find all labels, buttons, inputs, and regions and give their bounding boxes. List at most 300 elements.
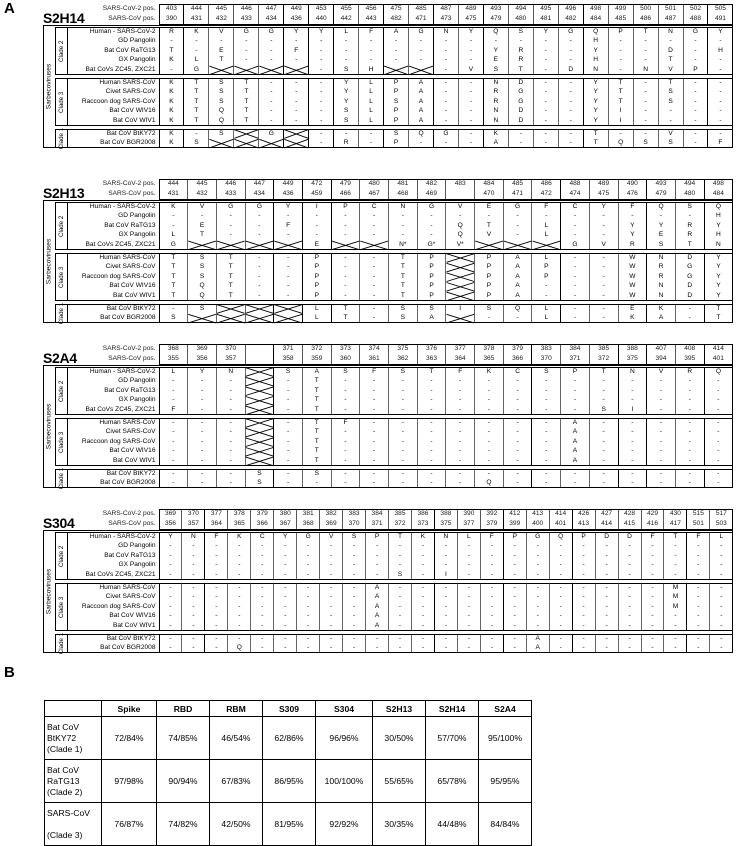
residue-cell: -	[664, 634, 687, 644]
position-cell: 481	[533, 15, 558, 25]
summary-value-cell: 81/95%	[263, 803, 316, 846]
position-cell: 445	[188, 180, 217, 190]
residue-cell: D	[658, 46, 683, 56]
residue-cell: -	[205, 644, 228, 654]
residue-cell: P	[608, 27, 633, 37]
residue-cell: -	[458, 139, 483, 149]
residue-cell: L	[532, 221, 561, 231]
residue-cell: -	[641, 551, 664, 561]
position-cell: 472	[302, 180, 331, 190]
position-cell: 459	[302, 190, 331, 200]
residue-cell: -	[458, 107, 483, 117]
residue-cell: -	[633, 46, 658, 56]
residue-cell: -	[633, 78, 658, 88]
taxon-label: GX Pangolin	[118, 231, 156, 239]
residue-cell: -	[331, 479, 360, 489]
residue-cell: -	[360, 447, 389, 457]
residue-cell: Y	[159, 532, 182, 542]
residue-cell: -	[384, 37, 409, 47]
residue-cell: P	[475, 272, 504, 282]
residue-cell: Q	[503, 304, 532, 314]
residue-cell: -	[608, 56, 633, 66]
residue-cell: -	[302, 479, 331, 489]
residue-cell: Q	[647, 202, 676, 212]
residue-cell: V	[475, 231, 504, 241]
residue-cell: -	[683, 78, 708, 88]
residue-cell: -	[561, 479, 590, 489]
residue-cell: S	[633, 139, 658, 149]
residue-cell: -	[503, 406, 532, 416]
position-cell: 486	[633, 15, 658, 25]
residue-cell: -	[647, 418, 676, 428]
residue-cell: -	[234, 56, 259, 66]
residue-cell: -	[360, 221, 389, 231]
residue-cell: S	[334, 66, 359, 76]
residue-cell: -	[641, 583, 664, 593]
summary-row	[45, 717, 532, 760]
residue-cell: N	[583, 66, 608, 76]
position-cell: 431	[184, 15, 209, 25]
residue-cell: S	[389, 304, 418, 314]
position-cell: 453	[309, 5, 334, 15]
residue-cell: T	[234, 88, 259, 98]
residue-cell: T	[389, 532, 412, 542]
residue-cell: -	[641, 593, 664, 603]
residue-cell: -	[159, 221, 188, 231]
position-cell: 388	[434, 510, 457, 520]
position-cell: 482	[558, 15, 583, 25]
position-cell: 434	[245, 190, 274, 200]
summary-value-cell: 62/86%	[263, 717, 316, 760]
sarbecovirus-box	[43, 25, 733, 148]
residue-cell: -	[595, 634, 618, 644]
position-cell	[245, 345, 274, 355]
residue-cell: -	[259, 56, 284, 66]
residue-cell: -	[533, 56, 558, 66]
residue-cell: Y	[583, 107, 608, 117]
residue-cell: K	[159, 139, 184, 149]
residue-cell: -	[331, 282, 360, 292]
residue-cell: -	[561, 406, 590, 416]
residue-cell: -	[331, 377, 360, 387]
residue-cell: S	[483, 66, 508, 76]
summary-value-cell: 42/50%	[210, 803, 263, 846]
position-cell: 370	[182, 510, 205, 520]
taxon-label: GD Pangolin	[118, 542, 156, 550]
position-cell: 383	[343, 510, 366, 520]
residue-cell: -	[533, 66, 558, 76]
residue-cell: T	[583, 129, 608, 139]
residue-cell: -	[561, 212, 590, 222]
residue-cell: -	[683, 139, 708, 149]
residue-cell: Y	[583, 78, 608, 88]
residue-cell: -	[411, 634, 434, 644]
residue-cell: -	[274, 386, 303, 396]
position-cell	[446, 190, 475, 200]
residue-cell: -	[457, 644, 480, 654]
residue-cell: -	[360, 212, 389, 222]
residue-cell: -	[259, 97, 284, 107]
residue-cell: Y	[583, 117, 608, 127]
residue-cell: -	[360, 428, 389, 438]
residue-cell: -	[457, 593, 480, 603]
residue-cell: -	[641, 634, 664, 644]
residue-cell: L	[359, 78, 384, 88]
residue-cell: D	[675, 292, 704, 302]
residue-cell: -	[641, 612, 664, 622]
residue-cell: V	[589, 241, 618, 251]
residue-cell: -	[589, 231, 618, 241]
residue-cell: A	[503, 253, 532, 263]
residue-cell: T	[608, 97, 633, 107]
residue-cell: -	[633, 37, 658, 47]
residue-cell: H	[708, 46, 733, 56]
residue-cell: T	[664, 532, 687, 542]
clade-label: Clade 1	[58, 128, 65, 150]
residue-cell: -	[710, 583, 733, 593]
residue-cell: -	[647, 479, 676, 489]
residue-cell: -	[458, 97, 483, 107]
residue-cell: A	[384, 27, 409, 37]
residue-cell: -	[366, 571, 389, 581]
residue-cell: T	[159, 46, 184, 56]
residue-cell: -	[446, 396, 475, 406]
residue-cell: S	[209, 88, 234, 98]
position-cell: 494	[675, 180, 704, 190]
position-cell: 371	[274, 345, 303, 355]
residue-cell: -	[561, 231, 590, 241]
residue-cell: R	[647, 272, 676, 282]
residue-cell: T	[608, 88, 633, 98]
taxon-label: GD Pangolin	[118, 212, 156, 220]
residue-cell: -	[675, 428, 704, 438]
residue-cell: S	[658, 88, 683, 98]
residue-cell: -	[533, 117, 558, 127]
residue-cell: -	[589, 428, 618, 438]
residue-cell: -	[683, 88, 708, 98]
residue-cell: S	[245, 479, 274, 489]
taxon-label: Bat CoV WIV1	[112, 457, 156, 465]
residue-cell: -	[309, 107, 334, 117]
residue-cell: -	[618, 457, 647, 467]
position-cell: 364	[446, 355, 475, 365]
residue-cell: -	[343, 593, 366, 603]
summary-value-cell: 97/98%	[102, 760, 157, 803]
position-cell: 376	[417, 345, 446, 355]
residue-cell: -	[389, 212, 418, 222]
panel-a-letter: A	[4, 0, 15, 17]
residue-cell: V	[446, 202, 475, 212]
residue-cell: -	[245, 212, 274, 222]
residue-cell: -	[159, 602, 182, 612]
residue-cell: -	[532, 212, 561, 222]
residue-cell: T	[209, 56, 234, 66]
residue-cell: N*	[389, 241, 418, 251]
position-cell: 369	[320, 520, 343, 530]
summary-value-cell: 46/54%	[210, 717, 263, 760]
summary-column-header: S304	[316, 701, 373, 717]
position-cell: 494	[508, 5, 533, 15]
residue-cell: -	[658, 117, 683, 127]
position-cell: 414	[595, 520, 618, 530]
position-cell: 467	[360, 190, 389, 200]
residue-cell: -	[618, 551, 641, 561]
residue-cell: -	[532, 282, 561, 292]
summary-value-cell: 67/83%	[210, 760, 263, 803]
position-cell: 449	[284, 5, 309, 15]
residue-cell: -	[331, 212, 360, 222]
residue-cell: -	[389, 457, 418, 467]
residue-cell: P	[331, 202, 360, 212]
residue-cell: -	[216, 479, 245, 489]
residue-cell: -	[284, 97, 309, 107]
residue-cell: Y	[334, 97, 359, 107]
residue-cell: -	[503, 571, 526, 581]
residue-cell: -	[409, 56, 434, 66]
summary-value-cell: 86/95%	[263, 760, 316, 803]
residue-cell: -	[159, 593, 182, 603]
residue-cell: -	[446, 479, 475, 489]
residue-cell: Y	[583, 97, 608, 107]
residue-cell: E	[302, 241, 331, 251]
position-cell: 486	[532, 180, 561, 190]
residue-cell: -	[309, 46, 334, 56]
residue-cell: -	[704, 386, 733, 396]
residue-cell: -	[234, 46, 259, 56]
residue-cell: -	[458, 78, 483, 88]
residue-cell: -	[558, 97, 583, 107]
residue-cell: -	[589, 418, 618, 428]
residue-cell: -	[675, 457, 704, 467]
residue-cell: -	[320, 644, 343, 654]
position-cell: 489	[589, 180, 618, 190]
residue-cell: P	[475, 282, 504, 292]
block-title-s2h13: S2H13	[43, 185, 85, 201]
position-cell: 375	[618, 355, 647, 365]
position-cell: 375	[389, 345, 418, 355]
residue-cell: -	[595, 571, 618, 581]
residue-cell: V*	[446, 241, 475, 251]
residue-cell: -	[446, 377, 475, 387]
residue-cell: -	[633, 88, 658, 98]
residue-cell: -	[561, 263, 590, 273]
residue-cell: P	[302, 282, 331, 292]
summary-value-cell: 100/100%	[316, 760, 373, 803]
position-cell: 416	[641, 520, 664, 530]
taxon-label: Bat CoV WIV1	[112, 622, 156, 630]
position-cell: 362	[389, 355, 418, 365]
residue-cell: S	[389, 367, 418, 377]
residue-cell: -	[297, 634, 320, 644]
residue-cell: T	[302, 386, 331, 396]
residue-cell: -	[216, 231, 245, 241]
taxon-label: Bat CoV RaTG13	[104, 386, 156, 394]
summary-value-cell: 84/84%	[479, 803, 532, 846]
summary-column-header: Spike	[102, 701, 157, 717]
residue-cell: -	[595, 602, 618, 612]
residue-cell: -	[503, 437, 532, 447]
residue-cell: I	[608, 117, 633, 127]
residue-cell: -	[309, 129, 334, 139]
residue-cell: -	[434, 542, 457, 552]
residue-cell: R	[483, 88, 508, 98]
residue-cell: L	[359, 88, 384, 98]
position-cell: 499	[608, 5, 633, 15]
residue-cell: F	[532, 202, 561, 212]
residue-cell: -	[297, 571, 320, 581]
residue-cell: -	[457, 602, 480, 612]
position-cell: 469	[417, 190, 446, 200]
residue-cell: Y	[589, 202, 618, 212]
residue-cell: -	[708, 97, 733, 107]
residue-cell: -	[409, 139, 434, 149]
residue-cell: -	[417, 437, 446, 447]
residue-cell: N	[647, 253, 676, 263]
residue-cell: T	[302, 437, 331, 447]
residue-cell: -	[710, 542, 733, 552]
residue-cell: -	[664, 612, 687, 622]
residue-cell: Q	[704, 367, 733, 377]
residue-cell: S	[343, 532, 366, 542]
summary-row-label	[45, 803, 102, 846]
taxon-label: Bat CoV BtKY72	[106, 634, 156, 642]
position-header	[0, 509, 733, 530]
residue-cell: Y	[618, 221, 647, 231]
residue-cell: -	[533, 37, 558, 47]
residue-cell: -	[389, 602, 412, 612]
residue-cell: -	[309, 117, 334, 127]
residue-cell: -	[675, 418, 704, 428]
position-cell: 449	[274, 180, 303, 190]
summary-column-header: RBD	[157, 701, 210, 717]
residue-cell: N	[647, 292, 676, 302]
residue-cell: -	[320, 622, 343, 632]
residue-cell: -	[433, 88, 458, 98]
residue-cell: -	[331, 272, 360, 282]
position-cell: 493	[647, 180, 676, 190]
residue-cell: -	[389, 447, 418, 457]
residue-cell: L	[302, 304, 331, 314]
position-cell: 413	[572, 520, 595, 530]
residue-cell: -	[687, 542, 710, 552]
residue-cell: -	[188, 418, 217, 428]
residue-cell: -	[188, 457, 217, 467]
residue-cell: L	[359, 117, 384, 127]
position-cell: 371	[366, 520, 389, 530]
summary-row-label-line: SARS-CoV	[47, 807, 90, 818]
residue-cell: -	[251, 644, 274, 654]
residue-cell: K	[411, 532, 434, 542]
residue-cell: -	[532, 469, 561, 479]
residue-cell: -	[389, 406, 418, 416]
taxon-label: Bat CoVs ZC45, ZXC21	[85, 406, 156, 414]
position-cell: 503	[710, 520, 733, 530]
residue-cell: -	[647, 428, 676, 438]
position-cell: 373	[331, 345, 360, 355]
residue-cell: -	[274, 542, 297, 552]
residue-cell: -	[526, 622, 549, 632]
residue-cell: -	[589, 212, 618, 222]
residue-cell: -	[641, 622, 664, 632]
residue-cell: -	[434, 593, 457, 603]
residue-cell: -	[320, 602, 343, 612]
residue-cell: R	[483, 97, 508, 107]
residue-cell: -	[360, 282, 389, 292]
residue-cell: S	[658, 139, 683, 149]
position-cell: 475	[589, 190, 618, 200]
residue-cell: -	[589, 457, 618, 467]
residue-cell: -	[159, 551, 182, 561]
position-cell: 417	[664, 520, 687, 530]
residue-cell: -	[389, 551, 412, 561]
residue-cell: I	[608, 107, 633, 117]
taxon-label: Bat CoV WIV16	[109, 612, 156, 620]
residue-cell: -	[159, 418, 188, 428]
residue-cell: -	[205, 561, 228, 571]
residue-cell: -	[532, 428, 561, 438]
residue-cell: -	[284, 117, 309, 127]
residue-cell: N	[647, 282, 676, 292]
residue-cell: -	[205, 571, 228, 581]
residue-cell: -	[245, 292, 274, 302]
position-cell: 403	[159, 5, 184, 15]
position-cell: 485	[409, 5, 434, 15]
position-cell: 440	[309, 15, 334, 25]
residue-cell: N	[483, 117, 508, 127]
residue-cell: -	[274, 292, 303, 302]
residue-cell: -	[618, 634, 641, 644]
residue-cell: -	[608, 37, 633, 47]
residue-cell: -	[704, 447, 733, 457]
residue-cell: F	[708, 139, 733, 149]
residue-cell: N	[483, 78, 508, 88]
residue-cell: R	[675, 221, 704, 231]
residue-cell: N	[633, 66, 658, 76]
residue-cell: -	[228, 561, 251, 571]
residue-cell: G	[508, 97, 533, 107]
residue-cell: P	[302, 263, 331, 273]
residue-cell: -	[205, 622, 228, 632]
taxon-label: Bat CoV RaTG13	[104, 221, 156, 229]
position-cell: 379	[251, 510, 274, 520]
residue-cell: -	[433, 117, 458, 127]
residue-cell: C	[503, 367, 532, 377]
residue-cell: A	[366, 602, 389, 612]
residue-cell: -	[475, 469, 504, 479]
residue-cell: -	[526, 612, 549, 622]
position-cell: 395	[675, 355, 704, 365]
position-row	[0, 520, 733, 530]
residue-cell: Q	[188, 282, 217, 292]
position-header	[0, 179, 733, 200]
residue-cell: A	[409, 107, 434, 117]
residue-cell: S	[188, 263, 217, 273]
residue-cell: -	[683, 37, 708, 47]
residue-cell: -	[259, 117, 284, 127]
residue-cell: -	[205, 612, 228, 622]
residue-cell: -	[389, 377, 418, 387]
residue-cell: -	[389, 221, 418, 231]
position-cell: 480	[675, 190, 704, 200]
residue-cell: T	[159, 263, 188, 273]
residue-cell: -	[251, 602, 274, 612]
residue-cell: -	[675, 304, 704, 314]
residue-cell: -	[359, 37, 384, 47]
alignment-block	[0, 344, 740, 519]
summary-column-header: S309	[263, 701, 316, 717]
position-cell: 432	[188, 190, 217, 200]
residue-cell: -	[297, 593, 320, 603]
